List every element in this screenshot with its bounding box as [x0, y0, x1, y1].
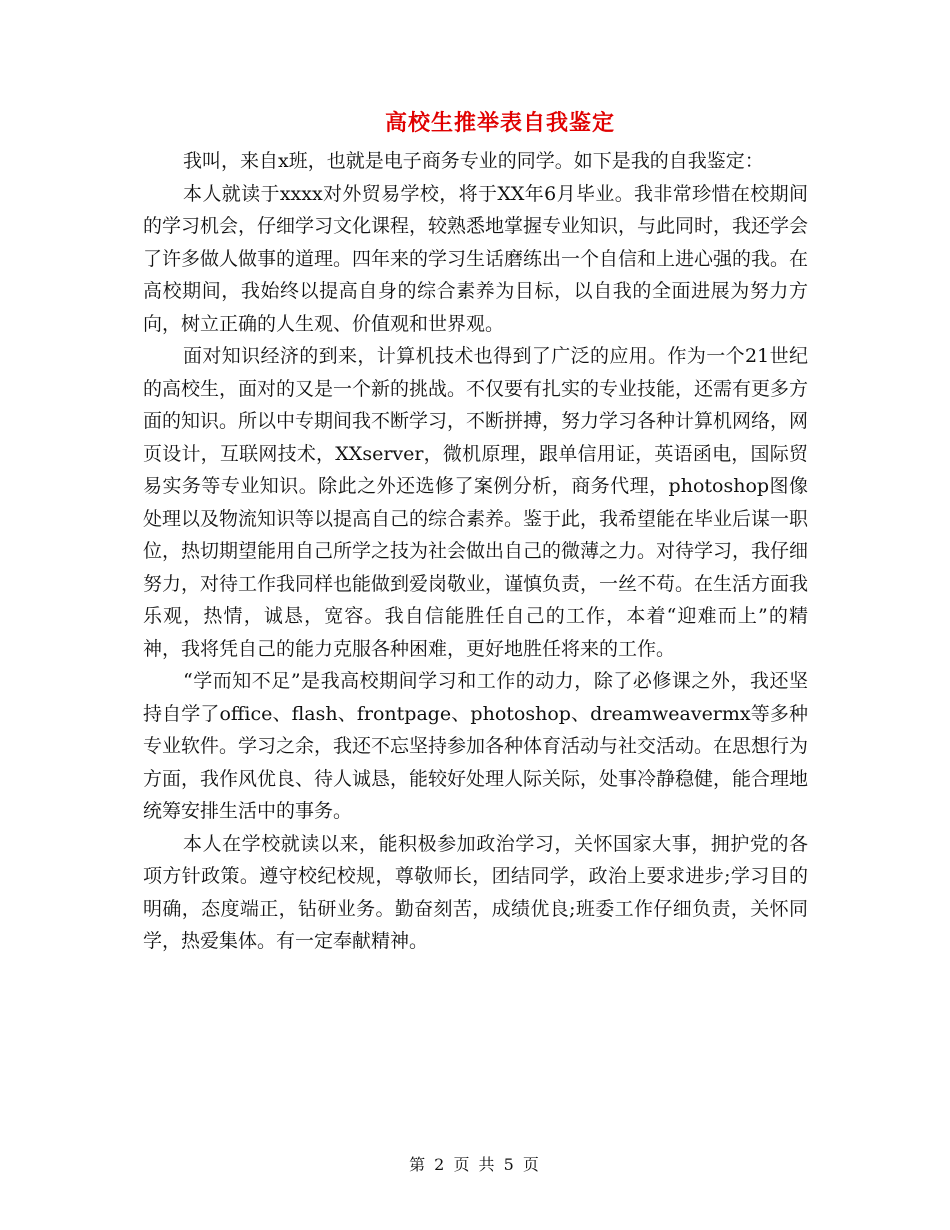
- paragraph-skills: 面对知识经济的到来，计算机技术也得到了广泛的应用。作为一个21世纪的高校生，面对的又是一个新的挑战。不仅要有扎实的专业技能，还需有更多方面的知识。所以中专期间我不断学习，不断拼搏，努力学习各种计算机网络，网页设计，互联网技术，XXserver，微机原理，跟单信用证，英语函电，国际贸易实务等专业知识。除此之外还选修了案例分析，商务代理，photoshop图像处理以及物流知识等以提高自己的综合素养。鉴于此，我希望能在毕业后谋一职位，热切期望能用自己所学之技为社会做出自己的微薄之力。对待学习，我仔细努力，对待工作我同样也能做到爱岗敬业，谨慎负责，一丝不苟。在生活方面我乐观，热情，诚恳，宽容。我自信能胜任自己的工作，本着“迎难而上”的精神，我将凭自己的能力克服各种困难，更好地胜任将来的工作。: [143, 345, 809, 660]
- paragraph-self-study: “学而知不足”是我高校期间学习和工作的动力，除了必修课之外，我还坚持自学了office、flash、frontpage、photoshop、dreamweavermx等多种专业软件。学习之余，我还不忘坚持参加各种体育活动与社交活动。在思想行为方面，我作风优良、待人诚恳，能较好处理人际关际，处事冷静稳健，能合理地统筹安排生活中的事务。: [143, 670, 809, 822]
- paragraph-conduct: 本人在学校就读以来，能积极参加政治学习，关怀国家大事，拥护党的各项方针政策。遵守校纪校规，尊敬师长，团结同学，政治上要求进步;学习目的明确，态度端正，钻研业务。勤奋刻苦，成绩优良;班委工作仔细负责，关怀同学，热爱集体。有一定奉献精神。: [143, 832, 808, 952]
- paragraph-intro: 我叫，来自x班，也就是电子商务专业的同学。如下是我的自我鉴定：: [183, 150, 764, 172]
- document-title: 高校生推举表自我鉴定: [384, 110, 615, 136]
- page-number-footer: 第 2 页 共 5 页: [409, 1155, 541, 1174]
- paragraph-study: 本人就读于xxxx对外贸易学校，将于XX年6月毕业。我非常珍惜在校期间的学习机会，仔细学习文化课程，较熟悉地掌握专业知识，与此同时，我还学会了许多做人做事的道理。四年来的学习生话磨练出一个自信和上进心强的我。在高校期间，我始终以提高自身的综合素养为目标，以自我的全面进展为努力方向，树立正确的人生观、价值观和世界观。: [143, 182, 809, 335]
- document-body: [143, 145, 808, 958]
